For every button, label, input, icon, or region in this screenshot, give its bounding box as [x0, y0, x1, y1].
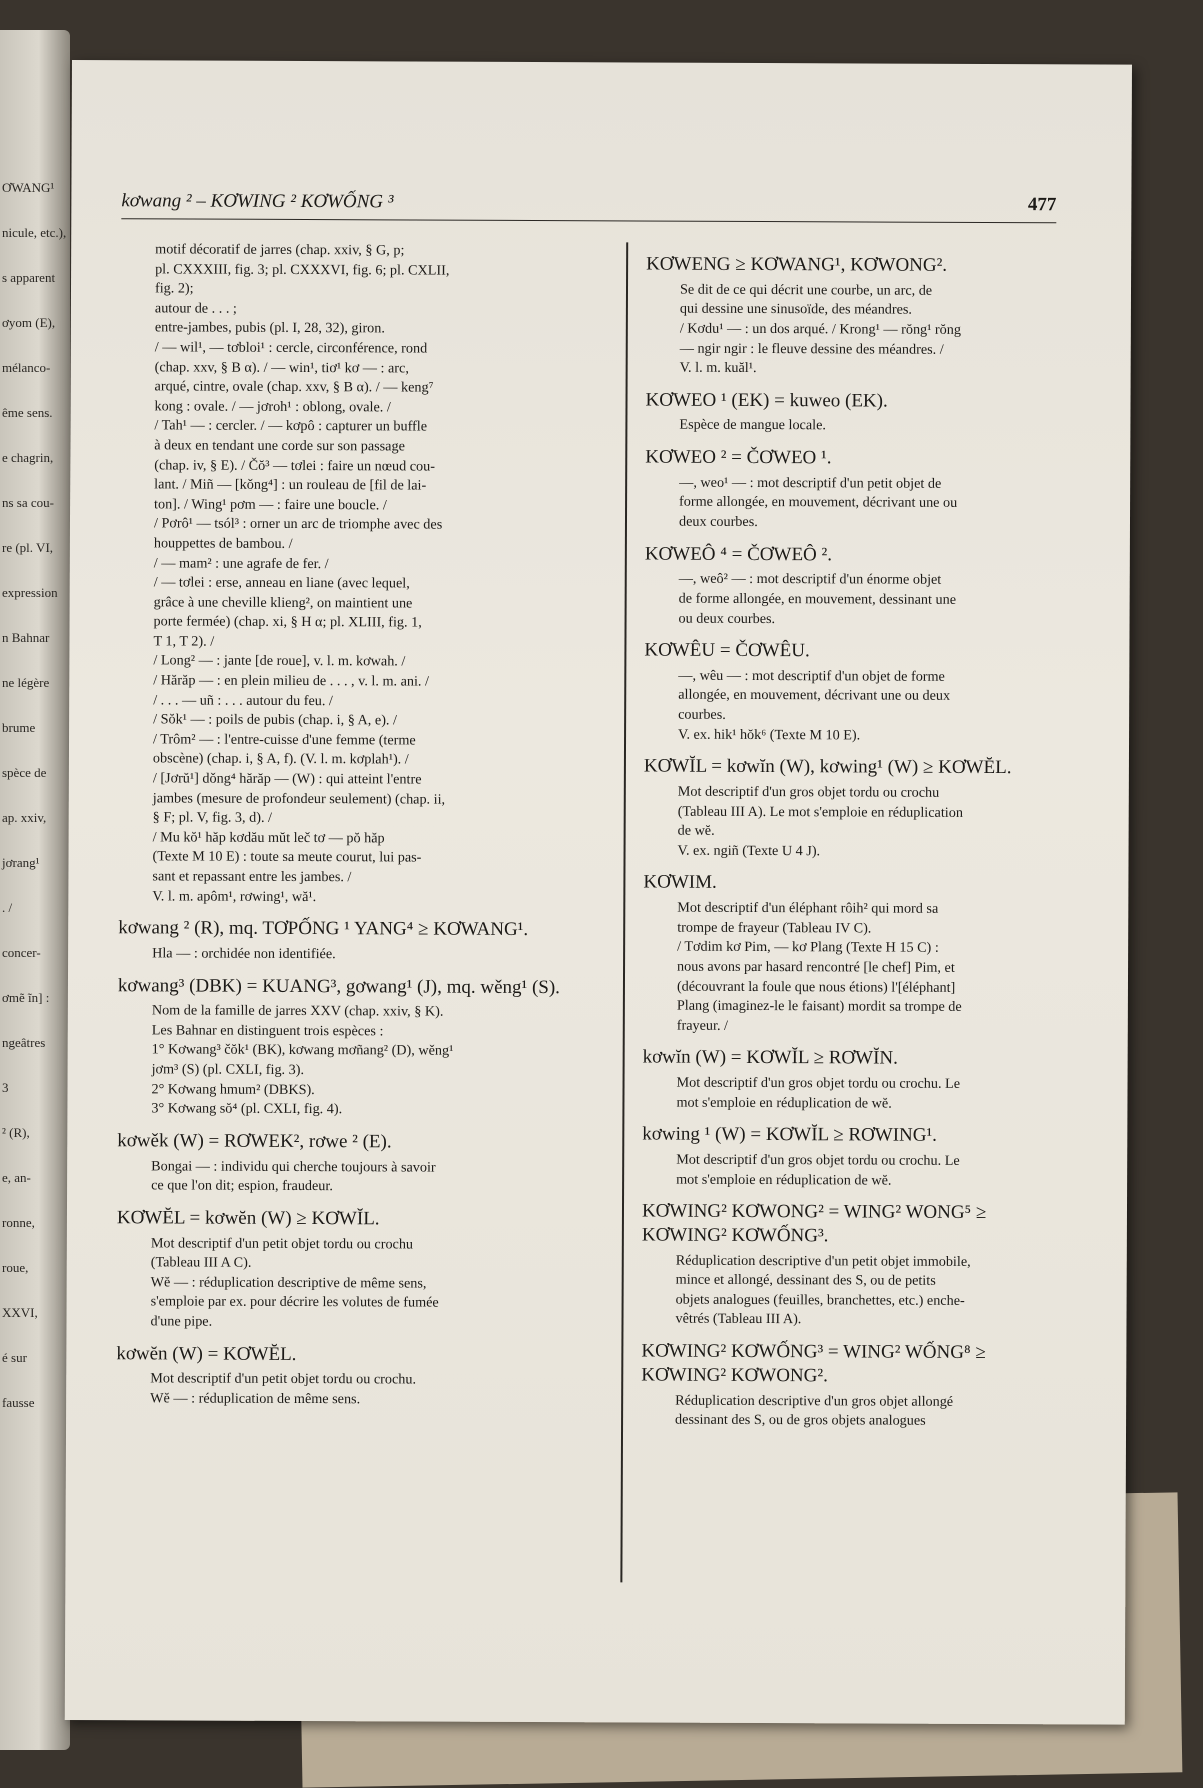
text-line: 3° Kơwang sŏ⁴ (pl. CXLI, fig. 4). [151, 1100, 343, 1118]
dictionary-entry [641, 1200, 1062, 1332]
left-page-text: n Bahnar [2, 630, 50, 645]
text-line: Espèce de mangue locale. [679, 417, 826, 434]
text-line: V. ex. hik¹ hŏk⁶ (Texte M 10 E). [678, 726, 861, 744]
text-line: autour de . . . ; [154, 300, 237, 317]
text-line: Se dit de ce qui décrit une courbe, un arc, de [679, 281, 933, 299]
text-line: à deux en tendant une corde sur son passage [154, 437, 405, 455]
dictionary-entry [116, 1206, 577, 1334]
text-line: courbes. [678, 706, 726, 723]
text-line: (Texte M 10 E) : toute sa meute courut, lui pas- [152, 848, 422, 866]
entry-definition [678, 783, 1064, 863]
entry-definition [680, 280, 1066, 380]
entry-definition [677, 899, 1064, 1038]
left-page-text: concer- [2, 945, 41, 960]
entry-headword: kơwĕn (W) = KƠWĔL. [116, 1342, 297, 1365]
text-line: objets analogues (feuilles, branchettes, etc.) enche- [675, 1291, 965, 1309]
text-line: —, weo¹ — : mot descriptif d'un petit objet de [679, 474, 942, 492]
text-line: Mot descriptif d'un éléphant rôih² qui mord sa [677, 899, 939, 917]
entry-definition [676, 1074, 1062, 1115]
text-line: porte fermée) (chap. xi, § H α; pl. XLIII, fig. 1, [153, 613, 422, 631]
left-page-text: ơmẽ ĩn] : [2, 990, 50, 1005]
text-line: arqué, cintre, ovale (chap. xxv, § B α). / — keng⁷ [154, 378, 434, 396]
dictionary-entry [645, 542, 1065, 630]
text-line: (chap. xxv, § B α). / — win¹, tiơ¹ kơ — : arc, [154, 358, 409, 377]
dictionary-entry [645, 388, 1065, 437]
continuation-block [152, 240, 581, 908]
left-page-fragment [0, 30, 70, 1750]
text-line: Wĕ — : réduplication descriptive de même sens, [150, 1274, 427, 1292]
text-line: (chap. iv, § E). / Čŏ³ — tơlei : faire un nœud cou- [154, 456, 436, 475]
left-page-text: mélanco- [2, 360, 51, 375]
text-line: mot s'emploie en réduplication de wĕ. [676, 1094, 892, 1112]
text-line: kong : ovale. / — jơroh¹ : oblong, ovale. / [154, 398, 391, 416]
left-page-text: ap. xxiv, [2, 810, 47, 825]
text-line: / Long² — : jante [de roue], v. l. m. kơwah. / [153, 652, 406, 670]
text-line: vêtrés (Tableau III A). [675, 1311, 802, 1328]
text-line: / Hărăp — : en plein milieu de . . . , v. l. m. ani. / [153, 672, 430, 690]
text-line: obscène) (chap. i, § A, f). (V. l. m. kơplah¹). / [152, 750, 409, 768]
text-line: Hla — : orchidée non identifiée. [152, 945, 336, 963]
text-line: houppettes de bambou. / [153, 535, 293, 552]
text-line: entre-jambes, pubis (pl. I, 28, 32), giron. [154, 319, 385, 337]
left-page-text: jơrang¹ [2, 855, 40, 870]
text-line: Plang (imaginez-le le faisant) mordit sa trompe de [676, 997, 962, 1015]
text-line: / . . . — uñ : . . . autour du feu. / [153, 692, 333, 709]
left-page-text: ngeâtres [2, 1035, 46, 1050]
text-line: jambes (mesure de profondeur seulement) (chap. ii, [152, 789, 446, 808]
entry-definition [151, 1002, 578, 1121]
text-line: Les Bahnar en distinguent trois espèces : [151, 1022, 384, 1040]
text-line: frayeur. / [676, 1017, 729, 1034]
left-page-text: ² (R), [2, 1125, 30, 1140]
text-line: / Mu kŏ¹ hăp kơdău mŭt leč tơ — pŏ hăp [152, 829, 385, 847]
page-header [121, 190, 1056, 223]
text-line: V. l. m. apôm¹, rơwing¹, wă¹. [152, 887, 317, 905]
left-page-text: . / [2, 900, 13, 915]
dictionary-entry [645, 446, 1065, 534]
text-line: dessinant des S, ou de gros objets analogues [675, 1411, 926, 1429]
entry-headword: KƠWING² KƠWONG² = WING² WONG⁵ ≥ KƠWING² KƠWỐNG³. [641, 1200, 987, 1247]
entry-headword: KƠWING² KƠWỐNG³ = WING² WỐNG⁸ ≥ KƠWING² KƠWONG². [641, 1340, 986, 1387]
text-line: V. l. m. kuăl¹. [679, 359, 757, 377]
text-line: V. ex. ngiñ (Texte U 4 J). [677, 842, 821, 860]
text-line: Réduplication descriptive d'un petit objet immobile, [675, 1252, 971, 1270]
left-page-text: ronne, [2, 1215, 35, 1230]
text-line: / Tah¹ — : cercler. / — kơpô : capturer un buffle [154, 417, 428, 435]
left-page-text: e, an- [2, 1170, 31, 1185]
dictionary-entry [641, 1340, 1061, 1433]
entry-definition [675, 1251, 1061, 1331]
text-line: Nom de la famille de jarres XXV (chap. xxiv, § K). [151, 1002, 444, 1020]
text-line: Mot descriptif d'un gros objet tordu ou crochu. Le [676, 1074, 961, 1092]
left-page-text: nicule, etc.), [2, 225, 67, 240]
text-line: trompe de frayeur (Tableau IV C). [677, 919, 872, 937]
text-line: Mot descriptif d'un petit objet tordu ou crochu [150, 1234, 414, 1253]
text-line: motif décoratif de jarres (chap. xxiv, § G, p; [155, 241, 405, 259]
entry-definition [679, 570, 1065, 630]
text-line: Réduplication descriptive d'un gros objet allongé [675, 1392, 954, 1410]
entry-definition [152, 944, 578, 965]
left-page-text: é sur [2, 1350, 27, 1365]
text-line: — ngir ngir : le fleuve dessine des méandres. / [679, 340, 944, 358]
text-line: Mot descriptif d'un gros objet tordu ou crochu. Le [676, 1151, 960, 1169]
left-page-text: re (pl. VI, [2, 540, 54, 555]
text-line: Wĕ — : réduplication de même sens. [150, 1390, 361, 1408]
text-line: 1° Kơwang³ čŏk¹ (BK), kơwang mơñang² (D), wěng¹ [151, 1041, 454, 1060]
left-page-text: XXVI, [2, 1305, 38, 1320]
left-page-text: ns sa cou- [2, 495, 54, 510]
dictionary-entry [644, 639, 1064, 747]
entry-headword: KƠWÊU = ČƠWÊU. [644, 639, 810, 662]
left-entries [116, 916, 578, 1410]
entry-headword: KƠWEO ² = ČƠWEO ¹. [645, 446, 832, 469]
left-page-text: ne légère [2, 675, 50, 690]
text-line: (Tableau III A C). [150, 1254, 252, 1271]
column-divider [620, 242, 627, 1582]
text-line: T 1, T 2). / [153, 633, 215, 650]
text-line: jơm³ (S) (pl. CXLI, fig. 3). [151, 1061, 305, 1079]
text-line: / Kơdu¹ — : un dos arqué. / Krong¹ — rŏng¹ rŏng [679, 320, 961, 338]
entry-headword: kơwing ¹ (W) = KƠWĬL ≥ RƠWING¹. [642, 1123, 937, 1147]
dictionary-entry [643, 871, 1064, 1038]
running-title: kơwang ² – KƠWING ² KƠWỐNG ³ [121, 190, 394, 213]
text-line: s'emploie par ex. pour décrire les volutes de fumée [150, 1293, 439, 1311]
text-line: allongée, en mouvement, décrivant une ou deux [678, 687, 951, 705]
left-page-text: spèce de [2, 765, 47, 780]
text-line: (découvrant la foule que nous étions) l'[éléphant] [676, 978, 956, 996]
dictionary-entry [116, 1342, 576, 1411]
text-line: pl. CXXXIII, fig. 3; pl. CXXXVI, fig. 6; pl. CXLII, [155, 260, 450, 279]
text-line: / Trôm² — : l'entre-cuisse d'une femme (terme [153, 731, 416, 749]
text-line: (Tableau III A). Le mot s'emploie en réduplication [677, 803, 963, 821]
left-page-text: s apparent [2, 270, 56, 285]
text-line: fig. 2); [154, 280, 194, 297]
text-line: ton]. / Wing¹ pơm — : faire une boucle. / [154, 496, 387, 514]
left-page-text: 3 [2, 1080, 9, 1095]
entry-definition [676, 1151, 1062, 1192]
entry-definition [675, 1391, 1061, 1432]
text-line: Mot descriptif d'un gros objet tordu ou crochu [677, 783, 940, 801]
entry-definition [150, 1234, 576, 1334]
entry-headword: KƠWĔL = kơwĕn (W) ≥ KƠWĬL. [116, 1206, 380, 1230]
text-line: ou deux courbes. [678, 610, 776, 627]
dictionary-page [65, 60, 1132, 1725]
text-line: d'une pipe. [150, 1313, 213, 1330]
text-line: / — tơlei : erse, anneau en liane (avec lequel, [153, 574, 410, 592]
text-line: lant. / Miñ — [kǒng⁴] : un rouleau de [fil de lai- [154, 476, 427, 494]
entry-headword: KƠWENG ≥ KƠWANG¹, KƠWONG². [646, 253, 948, 276]
text-line: qui dessine une sinusoïde, des méandres. [679, 300, 913, 319]
text-line: / Sŏk¹ — : poils de pubis (chap. i, § A, e). / [153, 711, 398, 729]
text-line: —, wêu — : mot descriptif d'un objet de forme [678, 667, 945, 685]
text-line: mot s'emploie en réduplication de wĕ. [676, 1171, 892, 1189]
left-page-text: ƠWANG¹ [2, 180, 55, 195]
right-column [641, 243, 1066, 1433]
left-page-text: brume [2, 720, 36, 735]
text-line: Mot descriptif d'un petit objet tordu ou crochu. [150, 1370, 417, 1388]
dictionary-entry [642, 1046, 1062, 1115]
text-line: de wĕ. [677, 822, 715, 839]
entry-definition [679, 416, 1065, 437]
dictionary-entry [118, 916, 578, 965]
page-number: 477 [1027, 194, 1057, 216]
dictionary-entry [646, 253, 1067, 381]
text-line: sant et repassant entre les jambes. / [152, 868, 352, 886]
text-line: § F; pl. V, fig. 3, d). / [152, 809, 273, 827]
entry-headword: kơwang ² (R), mq. TƠPỐNG ¹ YANG⁴ ≥ KƠWANG¹. [118, 917, 529, 941]
text-line: 2° Kơwang hmum² (DBKS). [151, 1081, 315, 1098]
text-line: / Tơdim kơ Pim, — kơ Plang (Texte H 15 C) : [677, 938, 939, 957]
entry-headword: KƠWEÔ ⁴ = ČƠWEÔ ². [644, 543, 833, 565]
left-page-text: fausse [2, 1395, 35, 1410]
left-page-text: e chagrin, [2, 450, 54, 465]
left-page-text: roue, [2, 1260, 29, 1275]
dictionary-entry [642, 1123, 1062, 1192]
text-line: mince et allongé, dessinant des S, ou de petits [675, 1271, 936, 1290]
entry-headword: KƠWIM. [643, 871, 717, 894]
entry-definition [150, 1370, 576, 1411]
left-page-text: ême sens. [2, 405, 53, 420]
left-page-text: ơyom (E), [2, 315, 56, 330]
text-line: Bongai — : individu qui cherche toujours à savoir [151, 1157, 436, 1176]
text-line: forme allongée, en mouvement, décrivant une ou [679, 494, 958, 512]
left-column [116, 240, 581, 1410]
dictionary-entry [644, 755, 1064, 863]
text-line: / Pơrô¹ — tsól³ : orner un arc de triomphe avec des [153, 515, 443, 533]
text-line: / — mam² : une agrafe de fer. / [153, 554, 329, 572]
entry-headword: kơwĭn (W) = KƠWĬL ≥ RƠWĬN. [642, 1046, 898, 1069]
entry-headword: kơwang³ (DBK) = KUANG³, gơwang¹ (J), mq. wěng¹ (S). [117, 974, 560, 998]
entry-definition [151, 1157, 577, 1198]
text-line: / [Jơrŭ¹] dǒng⁴ hărăp — (W) : qui atteint l'entre [152, 770, 422, 788]
dictionary-entry [117, 974, 578, 1121]
dictionary-entry [117, 1129, 577, 1198]
entry-headword: kơwěk (W) = RƠWEK², rơwe ² (E). [117, 1130, 392, 1153]
text-line: de forme allongée, en mouvement, dessinant une [678, 590, 957, 608]
entry-headword: KƠWĬL = kơwĭn (W), kơwing¹ (W) ≥ KƠWĔL. [643, 755, 1012, 779]
text-line: deux courbes. [678, 513, 758, 530]
text-line: grâce à une cheville klieng², on maintient une [153, 594, 413, 612]
entry-definition [679, 473, 1065, 533]
entry-definition [678, 667, 1064, 747]
text-line: nous avons par hasard rencontré [le chef] Pim, et [677, 958, 955, 976]
left-page-text: expression [2, 585, 58, 600]
text-line: —, weô² — : mot descriptif d'un énorme objet [678, 570, 942, 589]
entry-headword: KƠWEO ¹ (EK) = kuweo (EK). [645, 389, 888, 412]
right-entries [641, 253, 1066, 1433]
text-line: ce que l'on dit; espion, fraudeur. [151, 1177, 333, 1195]
text-line: / — wil¹, — tơbloi¹ : cercle, circonférence, rond [154, 339, 428, 357]
